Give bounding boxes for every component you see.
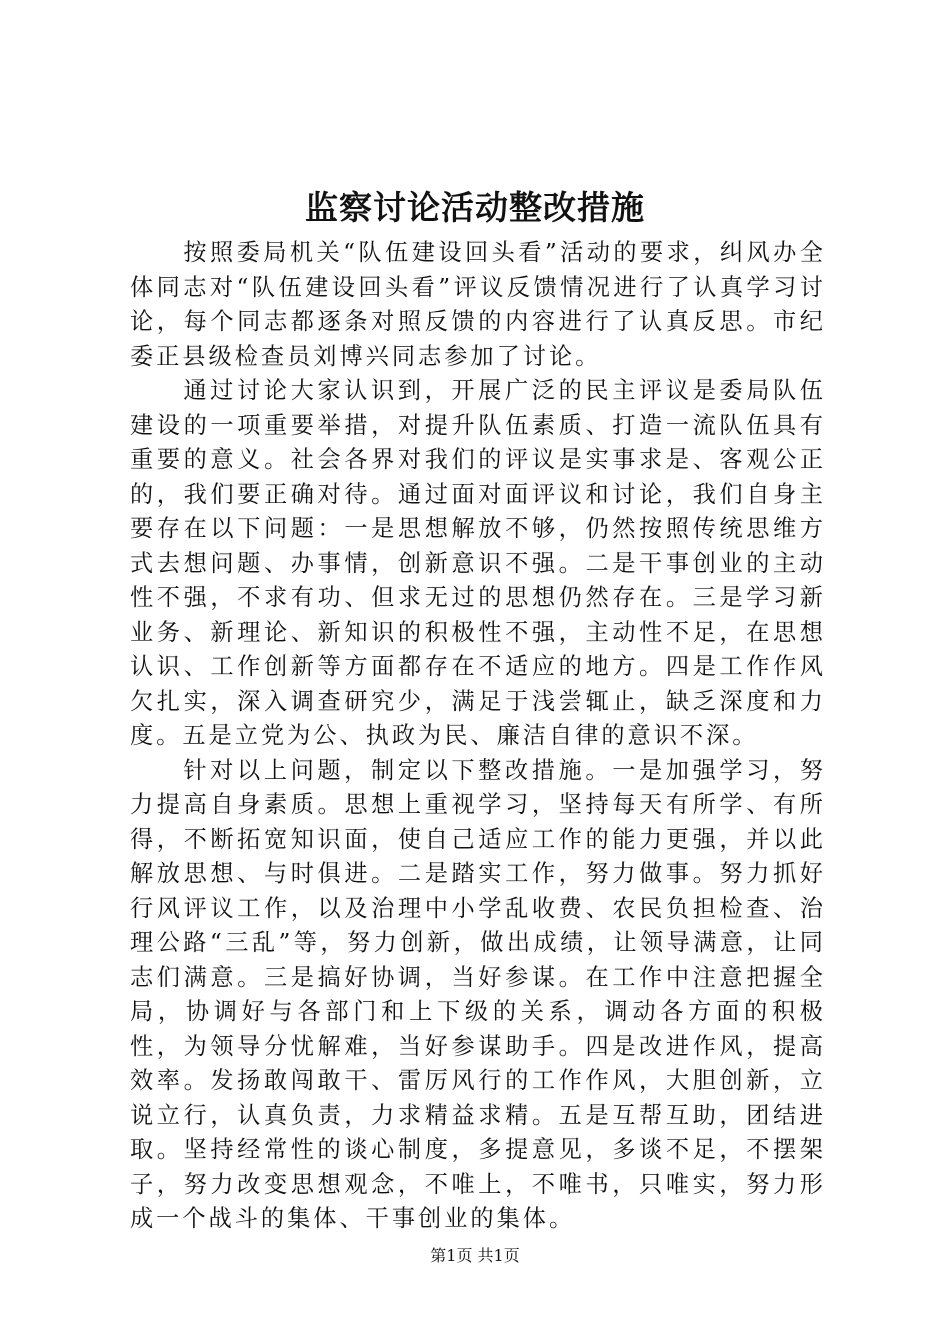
paragraph-2: 通过讨论大家认识到，开展广泛的民主评议是委局队伍建设的一项重要举措，对提升队伍素质、打造一流队伍具有重要的意义。社会各界对我们的评议是实事求是、客观公正的，我们要正确对待。通过面对面评议和讨论，我们自身主要存在以下问题：一是思想解放不够，仍然按照传统思维方式去想问题、办事情，创新意识不强。二是干事创业的主动性不强，不求有功、但求无过的思想仍然存在。三是学习新业务、新理论、新知识的积极性不强，主动性不足，在思想认识、工作创新等方面都存在不适应的地方。四是工作作风欠扎实，深入调查研究少，满足于浅尝辄止，缺乏深度和力度。五是立党为公、执政为民、廉洁自律的意识不深。 [130, 377, 826, 749]
paragraph-1: 按照委局机关“队伍建设回头看”活动的要求，纠风办全体同志对“队伍建设回头看”评议反馈情况进行了认真学习讨论，每个同志都逐条对照反馈的内容进行了认真反思。市纪委正县级检查员刘博兴同志参加了讨论。 [130, 239, 826, 370]
page-title: 监察讨论活动整改措施 [305, 188, 645, 227]
page-footer: 第1页 共1页 [430, 1246, 520, 1265]
document-body [130, 236, 826, 1237]
paragraph-3: 针对以上问题，制定以下整改措施。一是加强学习，努力提高自身素质。思想上重视学习，坚持每天有所学、有所得，不断拓宽知识面，使自己适应工作的能力更强，并以此解放思想、与时俱进。二是踏实工作，努力做事。努力抓好行风评议工作，以及治理中小学乱收费、农民负担检查、治理公路“三乱”等，努力创新，做出成绩，让领导满意，让同志们满意。三是搞好协调，当好参谋。在工作中注意把握全局，协调好与各部门和上下级的关系，调动各方面的积极性，为领导分忧解难，当好参谋助手。四是改进作风，提高效率。发扬敢闯敢干、雷厉风行的工作作风，大胆创新，立说立行，认真负责，力求精益求精。五是互帮互助，团结进取。坚持经常性的谈心制度，多提意见，多谈不足，不摆架子，努力改变思想观念，不唯上，不唯书，只唯实，努力形成一个战斗的集体、干事创业的集体。 [130, 756, 826, 1232]
